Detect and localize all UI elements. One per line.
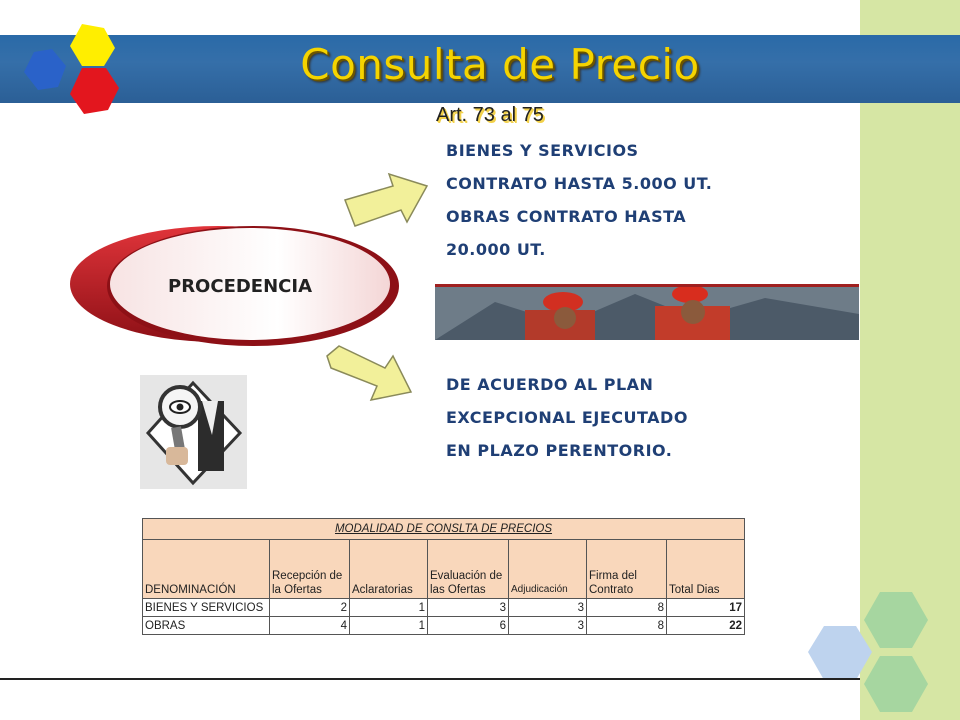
top-line-1: BIENES Y SERVICIOS — [446, 141, 639, 160]
table-row — [143, 599, 745, 617]
yellow-hexagon-icon — [70, 24, 115, 66]
cell-value: 4 — [270, 617, 350, 635]
table-row — [143, 617, 745, 635]
page-title: Consulta de Precio — [300, 40, 700, 89]
bottom-line-3: EN PLAZO PERENTORIO. — [446, 441, 673, 460]
arrow-right-icon — [315, 342, 425, 412]
cell-value: 8 — [587, 599, 667, 617]
top-line-2: CONTRATO HASTA 5.00O UT. — [446, 174, 713, 193]
red-hexagon-icon — [70, 68, 119, 114]
green-hexagon-icon — [864, 592, 928, 648]
hexagon-decoration — [808, 590, 938, 715]
cell-total: 22 — [667, 617, 745, 635]
bottom-line-2: EXCEPCIONAL EJECUTADO — [446, 408, 688, 427]
cell-value: 6 — [428, 617, 509, 635]
cell-value: 3 — [428, 599, 509, 617]
top-line-3: OBRAS CONTRATO HASTA — [446, 207, 687, 226]
cell-total: 17 — [667, 599, 745, 617]
cell-value: 3 — [509, 617, 587, 635]
header-recepcion: Recepción de la Ofertas — [270, 540, 350, 599]
header-evaluacion: Evaluación de las Ofertas — [428, 540, 509, 599]
header-adjudicacion: Adjudicación — [509, 540, 587, 599]
green-hexagon-icon — [864, 656, 928, 712]
magnifier-man-icon — [140, 375, 247, 489]
cell-value: 1 — [350, 599, 428, 617]
hexagon-logo — [20, 22, 130, 117]
header-firma: Firma del Contrato — [587, 540, 667, 599]
header-denominacion: DENOMINACIÓN — [143, 540, 270, 599]
article-subtitle: Art. 73 al 75 — [436, 104, 544, 126]
cell-value: 2 — [270, 599, 350, 617]
procedencia-label: PROCEDENCIA — [168, 275, 312, 297]
modality-table — [142, 518, 745, 635]
cell-value: 3 — [509, 599, 587, 617]
header-aclaratorias: Aclaratorias — [350, 540, 428, 599]
table-caption: MODALIDAD DE CONSLTA DE PRECIOS — [143, 519, 745, 540]
workers-photo — [435, 284, 859, 340]
row-name: OBRAS — [143, 617, 270, 635]
cell-value: 8 — [587, 617, 667, 635]
cell-value: 1 — [350, 617, 428, 635]
row-name: BIENES Y SERVICIOS — [143, 599, 270, 617]
blue-hexagon-icon — [24, 49, 66, 90]
bottom-divider — [0, 678, 860, 680]
header-total: Total Dias — [667, 540, 745, 599]
top-line-4: 20.000 UT. — [446, 240, 546, 259]
blue-hexagon-icon — [808, 626, 872, 680]
bottom-line-1: DE ACUERDO AL PLAN — [446, 375, 654, 394]
